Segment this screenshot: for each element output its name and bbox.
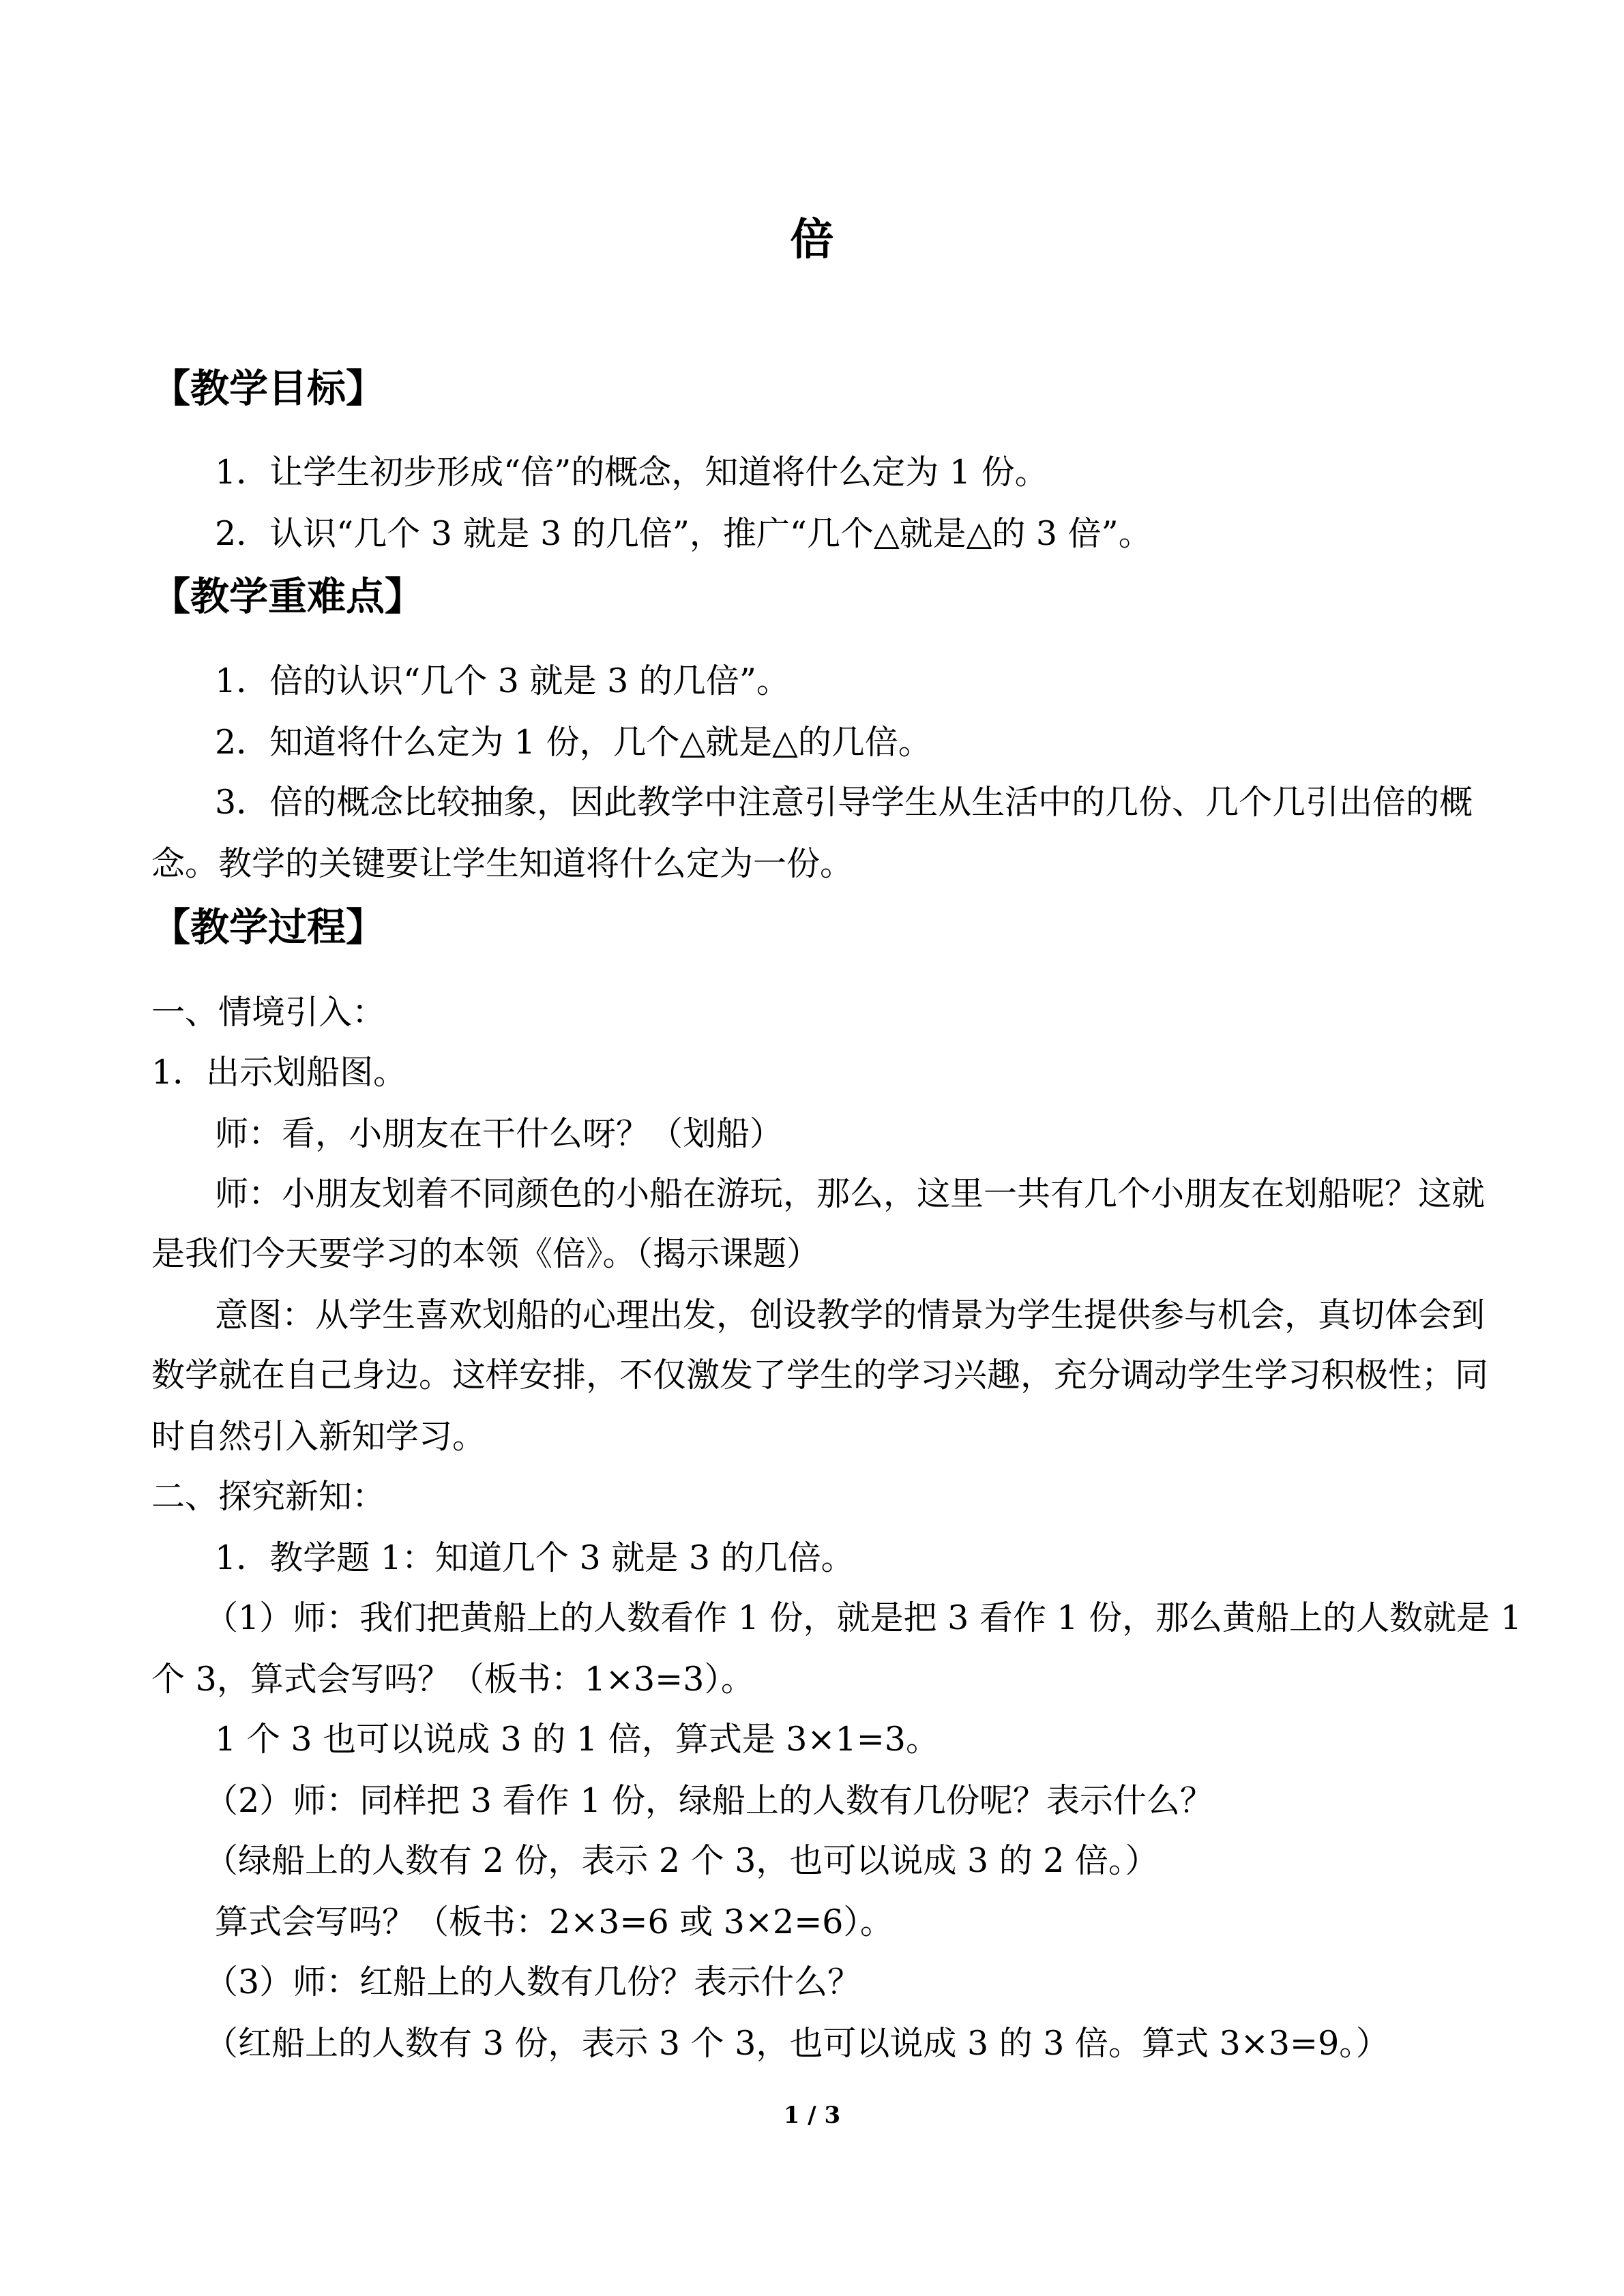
page-title: 倍 xyxy=(790,214,834,265)
process-line-10: 1．教学题 1：知道几个 3 就是 3 的几倍。 xyxy=(215,1538,855,1577)
process-line-1: 一、情境引入： xyxy=(151,993,386,1032)
process-line-14: （2）师：同样把 3 看作 1 份，绿船上的人数有几份呢？表示什么？ xyxy=(205,1781,1213,1820)
objective-line-2: 2．认识“几个 3 就是 3 的几倍”，推广“几个△就是△的 3 倍”。 xyxy=(215,514,1152,553)
process-line-11: （1）师：我们把黄船上的人数看作 1 份，就是把 3 看作 1 份，那么黄船上的人数就是 1 xyxy=(205,1598,1522,1637)
key-point-line-1: 1．倍的认识“几个 3 就是 3 的几倍”。 xyxy=(215,661,790,700)
section-heading-key-points: 【教学重难点】 xyxy=(151,573,424,619)
process-line-15: （绿船上的人数有 2 份，表示 2 个 3，也可以说成 3 的 2 倍。） xyxy=(205,1841,1159,1880)
process-line-5: 是我们今天要学习的本领《倍》。（揭示课题） xyxy=(151,1234,821,1273)
section-heading-objectives: 【教学目标】 xyxy=(151,366,385,411)
process-line-2: 1．出示划船图。 xyxy=(151,1053,407,1092)
process-line-12: 个 3，算式会写吗？（板书：1×3=3）。 xyxy=(151,1660,754,1699)
process-line-17: （3）师：红船上的人数有几份？表示什么？ xyxy=(205,1963,861,2001)
process-line-18: （红船上的人数有 3 份，表示 3 个 3，也可以说成 3 的 3 倍。算式 3×3=9。） xyxy=(205,2024,1389,2063)
objective-line-1: 1．让学生初步形成“倍”的概念，知道将什么定为 1 份。 xyxy=(215,453,1048,492)
process-line-9: 二、探究新知： xyxy=(151,1477,386,1516)
process-line-3: 师：看，小朋友在干什么呀？（划船） xyxy=(215,1114,784,1153)
key-point-line-4: 念。教学的关键要让学生知道将什么定为一份。 xyxy=(151,844,854,883)
page-number: 1 / 3 xyxy=(783,2102,841,2129)
key-point-line-2: 2．知道将什么定为 1 份，几个△就是△的几倍。 xyxy=(215,723,932,762)
process-line-16: 算式会写吗？（板书：2×3=6 或 3×2=6）。 xyxy=(215,1903,894,1941)
key-point-line-3: 3．倍的概念比较抽象，因此教学中注意引导学生从生活中的几份、几个几引出倍的概 xyxy=(215,783,1473,822)
process-line-8: 时自然引入新知学习。 xyxy=(151,1417,486,1456)
process-line-4: 师：小朋友划着不同颜色的小船在游玩，那么，这里一共有几个小朋友在划船呢？这就 xyxy=(215,1174,1486,1213)
process-line-7: 数学就在自己身边。这样安排，不仅激发了学生的学习兴趣，充分调动学生学习积极性；同 xyxy=(151,1356,1489,1395)
process-line-13: 1 个 3 也可以说成 3 的 1 倍，算式是 3×1=3。 xyxy=(215,1720,939,1759)
section-heading-process: 【教学过程】 xyxy=(151,904,385,950)
process-line-6: 意图：从学生喜欢划船的心理出发，创设教学的情景为学生提供参与机会，真切体会到 xyxy=(215,1296,1486,1335)
